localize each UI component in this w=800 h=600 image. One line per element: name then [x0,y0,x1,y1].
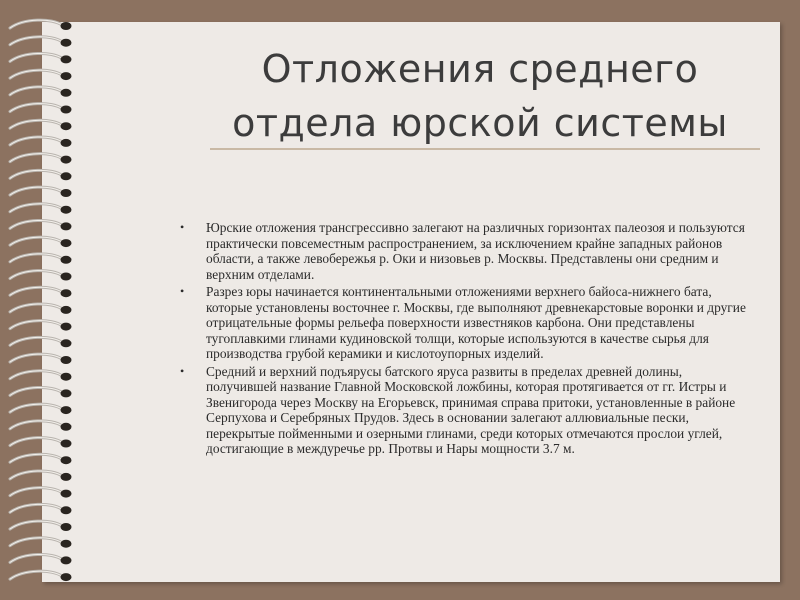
binding-ring [10,571,72,581]
bullet-text: Разрез юры начинается континентальными отложениями верхнего байоса-нижнего бата, которые установлены восточнее г. Москвы, где выполняют древнекарстовые воронки и другие отрицательные формы рельефа поверхности известняков карбона. Они представлены тугоплавкими глинами кудиновской толщи, которые используются в качестве сырья для производства грубой керамики и кислотоупорных изделий. [206,284,746,361]
binding-ring [10,37,72,47]
spiral-binding [0,0,90,600]
binding-ring [10,471,72,481]
binding-ring [10,204,72,214]
binding-ring [10,254,72,264]
binding-ring [10,454,72,464]
binding-ring [10,371,72,381]
binding-ring [10,271,72,281]
binding-ring [10,154,72,164]
title-line-1: Отложения среднего [261,47,699,91]
bullet-icon: • [180,284,185,298]
binding-ring [10,404,72,414]
bullet-item [178,284,750,362]
binding-ring [10,20,72,30]
binding-ring [10,53,72,63]
bullet-icon: • [180,220,185,234]
title-line-2: отдела юрской системы [232,101,728,145]
binding-ring [10,137,72,147]
binding-ring [10,87,72,97]
binding-ring [10,237,72,247]
binding-ring [10,421,72,431]
binding-ring [10,538,72,548]
binding-ring [10,504,72,514]
binding-ring [10,287,72,297]
binding-ring [10,438,72,448]
binding-ring [10,304,72,314]
bullet-text: Средний и верхний подъярусы батского яруса развиты в пределах древней долины, получившей название Главной Московской ложбины, которая протягивается от гг. Истры и Звенигорода через Москву на Егорьевск, принимая справа притоки, установленные в районе Серпухова и Серебряных Прудов. Здесь в основании залегают аллювиальные пески, перекрытые пойменными и озерными глинами, среди которых отмечаются прослои углей, достигающие в междуречье рр. Протвы и Нары мощности 3.7 м. [206,363,736,456]
binding-ring [10,170,72,180]
binding-ring [10,187,72,197]
bullet-list [178,220,750,459]
slide-title [200,42,760,150]
bullet-text: Юрские отложения трансгрессивно залегают на различных горизонтах палеозоя и пользуются практически повсеместным распространением, за исключением крайне западных районов области, а также левобережья р. Оки и низовьев р. Москвы. Представлены они средним и верхним отделами. [206,220,745,282]
binding-ring [10,120,72,130]
bullet-icon: • [180,363,185,378]
binding-ring [10,387,72,397]
binding-ring [10,337,72,347]
binding-ring [10,521,72,531]
binding-ring [10,554,72,564]
title-underline [210,148,760,150]
binding-ring [10,354,72,364]
bullet-item [178,364,750,457]
binding-ring [10,321,72,331]
binding-ring [10,220,72,230]
binding-ring [10,104,72,114]
bullet-item [178,220,750,282]
binding-ring [10,488,72,498]
binding-ring [10,70,72,80]
